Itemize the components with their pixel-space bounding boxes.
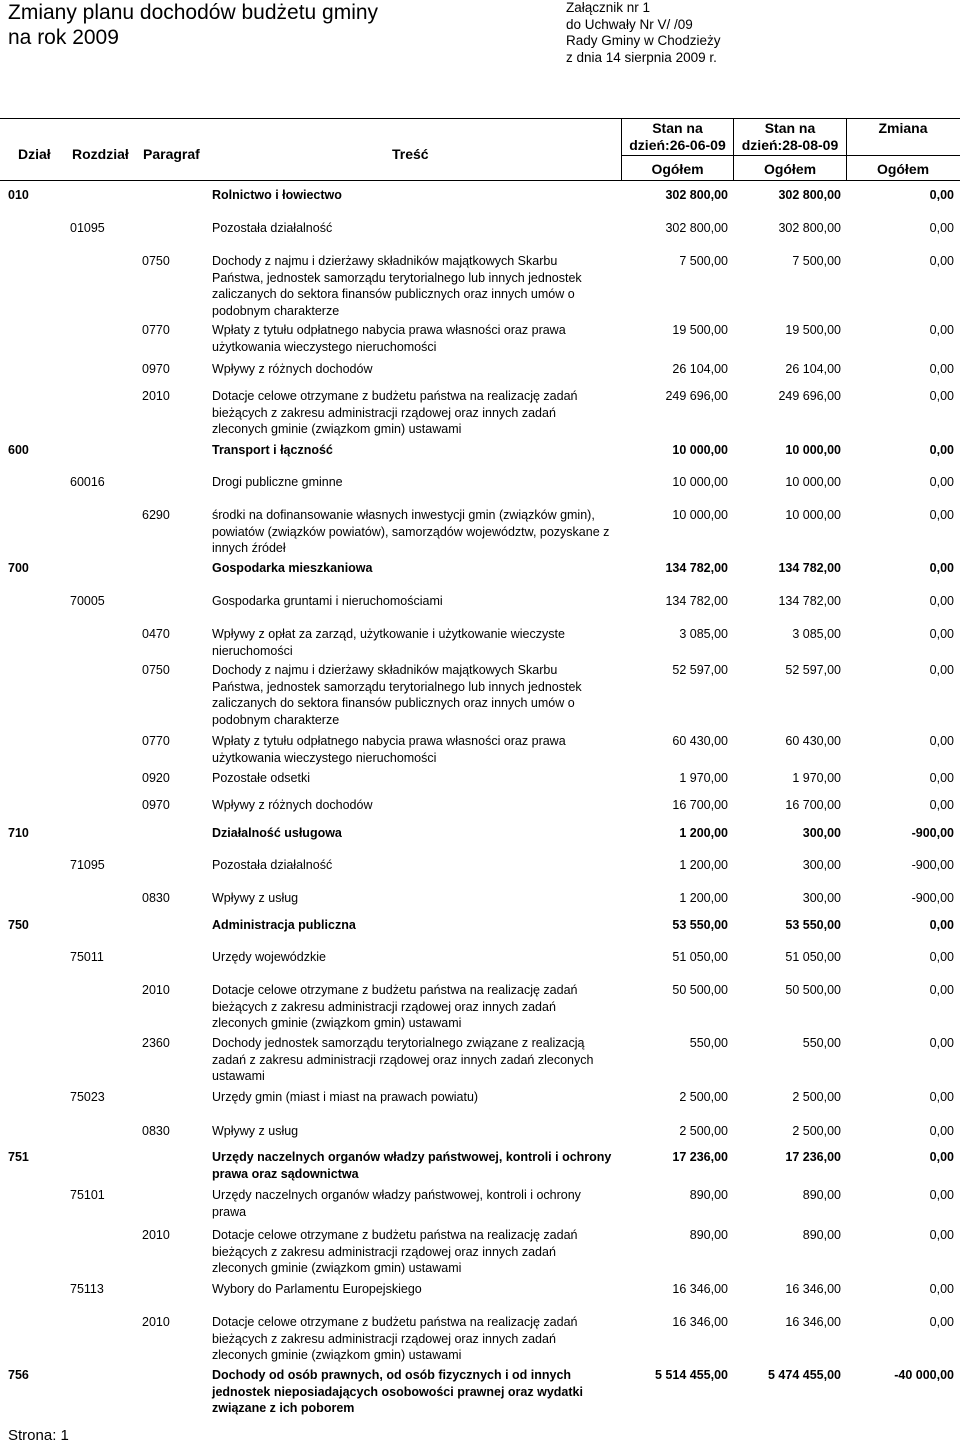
cell-tresc: Wpływy z opłat za zarząd, użytkowanie i użytkowanie wieczyste nieruchomości bbox=[212, 627, 565, 658]
cell-stan-a: 17 236,00 bbox=[672, 1150, 728, 1164]
cell-stan-b: 17 236,00 bbox=[785, 1150, 841, 1164]
cell-paragraf: 6290 bbox=[142, 508, 170, 522]
cell-stan-a: 550,00 bbox=[689, 1036, 728, 1050]
cell-dzial: 750 bbox=[8, 918, 29, 932]
cell-tresc: Pozostała działalność bbox=[212, 221, 333, 235]
cell-stan-a: 5 514 455,00 bbox=[655, 1368, 728, 1382]
cell-tresc: Transport i łączność bbox=[212, 443, 333, 457]
cell-zmiana: -40 000,00 bbox=[894, 1368, 954, 1382]
cell-stan-b: 5 474 455,00 bbox=[768, 1368, 841, 1382]
cell-stan-b: 890,00 bbox=[802, 1188, 841, 1202]
cell-stan-b: 51 050,00 bbox=[785, 950, 841, 964]
cell-stan-b: 302 800,00 bbox=[778, 221, 841, 235]
cell-dzial: 751 bbox=[8, 1150, 29, 1164]
cell-zmiana: 0,00 bbox=[929, 1282, 954, 1296]
cell-stan-b: 52 597,00 bbox=[785, 663, 841, 677]
cell-tresc: Urzędy naczelnych organów władzy państwowej, kontroli i ochrony prawa oraz sądownictwa bbox=[212, 1150, 612, 1181]
header-sub-a: Ogółem bbox=[651, 161, 704, 177]
cell-stan-b: 300,00 bbox=[802, 858, 841, 872]
cell-zmiana: 0,00 bbox=[929, 627, 954, 641]
cell-paragraf: 2360 bbox=[142, 1036, 170, 1050]
page-number: Strona: 1 bbox=[8, 1427, 69, 1444]
cell-zmiana: 0,00 bbox=[929, 221, 954, 235]
cell-tresc: środki na dofinansowanie własnych inwestycji gmin (związków gmin), powiatów (związków powiatów), samorządów województw, pozyskane z innych źródeł bbox=[212, 508, 610, 556]
header-dzial: Dział bbox=[18, 146, 51, 162]
header-col-b: Stan na dzień:28-08-09 bbox=[741, 120, 839, 153]
cell-stan-b: 50 500,00 bbox=[785, 983, 841, 997]
cell-stan-a: 50 500,00 bbox=[672, 983, 728, 997]
cell-zmiana: 0,00 bbox=[929, 918, 954, 932]
cell-stan-b: 890,00 bbox=[802, 1228, 841, 1242]
cell-stan-a: 2 500,00 bbox=[679, 1124, 728, 1138]
cell-stan-a: 890,00 bbox=[689, 1188, 728, 1202]
cell-paragraf: 0750 bbox=[142, 254, 170, 268]
cell-tresc: Działalność usługowa bbox=[212, 826, 342, 840]
cell-zmiana: 0,00 bbox=[929, 188, 954, 202]
cell-stan-b: 26 104,00 bbox=[785, 362, 841, 376]
cell-zmiana: 0,00 bbox=[929, 389, 954, 403]
header-tresc: Treść bbox=[392, 146, 429, 162]
cell-stan-b: 134 782,00 bbox=[778, 561, 841, 575]
cell-stan-a: 53 550,00 bbox=[672, 918, 728, 932]
cell-tresc: Urzędy gmin (miast i miast na prawach powiatu) bbox=[212, 1090, 479, 1104]
cell-stan-b: 300,00 bbox=[802, 826, 841, 840]
cell-stan-b: 2 500,00 bbox=[792, 1090, 841, 1104]
cell-rozdzial: 75101 bbox=[70, 1188, 105, 1202]
cell-zmiana: 0,00 bbox=[929, 771, 954, 785]
cell-stan-b: 550,00 bbox=[802, 1036, 841, 1050]
cell-paragraf: 2010 bbox=[142, 1315, 170, 1329]
cell-tresc: Dotacje celowe otrzymane z budżetu państwa na realizację zadań bieżących z zakresu administracji rządowej oraz innych zadań zleconych gminie (związkom gmin) ustawami bbox=[212, 389, 578, 437]
cell-paragraf: 0770 bbox=[142, 323, 170, 337]
cell-stan-a: 10 000,00 bbox=[672, 443, 728, 457]
cell-zmiana: 0,00 bbox=[929, 734, 954, 748]
cell-tresc: Dotacje celowe otrzymane z budżetu państwa na realizację zadań bieżących z zakresu administracji rządowej oraz innych zadań zleconych gminie (związkom gmin) ustawami bbox=[212, 1315, 578, 1363]
cell-zmiana: 0,00 bbox=[929, 1315, 954, 1329]
cell-stan-a: 1 970,00 bbox=[679, 771, 728, 785]
cell-zmiana: 0,00 bbox=[929, 362, 954, 376]
cell-stan-a: 51 050,00 bbox=[672, 950, 728, 964]
cell-tresc: Dochody od osób prawnych, od osób fizycznych i od innych jednostek nieposiadających osobowości prawnej oraz wydatki związane z ich poborem bbox=[212, 1368, 583, 1416]
cell-tresc: Urzędy wojewódzkie bbox=[212, 950, 326, 964]
cell-paragraf: 0830 bbox=[142, 891, 170, 905]
cell-tresc: Gospodarka gruntami i nieruchomościami bbox=[212, 594, 443, 608]
cell-zmiana: 0,00 bbox=[929, 1150, 954, 1164]
cell-paragraf: 0770 bbox=[142, 734, 170, 748]
header-col-c: Zmiana bbox=[878, 120, 928, 136]
cell-paragraf: 0470 bbox=[142, 627, 170, 641]
cell-stan-a: 134 782,00 bbox=[665, 561, 728, 575]
cell-tresc: Wpłaty z tytułu odpłatnego nabycia prawa własności oraz prawa użytkowania wieczystego nieruchomości bbox=[212, 323, 566, 354]
cell-zmiana: 0,00 bbox=[929, 475, 954, 489]
cell-tresc: Administracja publiczna bbox=[212, 918, 356, 932]
cell-dzial: 700 bbox=[8, 561, 29, 575]
cell-tresc: Wpłaty z tytułu odpłatnego nabycia prawa własności oraz prawa użytkowania wieczystego nieruchomości bbox=[212, 734, 566, 765]
cell-tresc: Drogi publiczne gminne bbox=[212, 475, 343, 489]
cell-stan-a: 302 800,00 bbox=[665, 221, 728, 235]
cell-stan-b: 10 000,00 bbox=[785, 443, 841, 457]
cell-dzial: 710 bbox=[8, 826, 29, 840]
cell-stan-b: 249 696,00 bbox=[778, 389, 841, 403]
cell-stan-b: 2 500,00 bbox=[792, 1124, 841, 1138]
cell-stan-a: 1 200,00 bbox=[679, 826, 728, 840]
cell-zmiana: -900,00 bbox=[911, 826, 954, 840]
cell-tresc: Wpływy z różnych dochodów bbox=[212, 798, 373, 812]
cell-stan-a: 249 696,00 bbox=[665, 389, 728, 403]
cell-zmiana: 0,00 bbox=[929, 950, 954, 964]
header-rozdzial: Rozdział bbox=[72, 146, 129, 162]
cell-tresc: Rolnictwo i łowiectwo bbox=[212, 188, 342, 202]
cell-stan-a: 1 200,00 bbox=[679, 891, 728, 905]
cell-paragraf: 2010 bbox=[142, 983, 170, 997]
cell-paragraf: 0920 bbox=[142, 771, 170, 785]
cell-stan-b: 7 500,00 bbox=[792, 254, 841, 268]
cell-zmiana: 0,00 bbox=[929, 663, 954, 677]
cell-stan-a: 16 700,00 bbox=[672, 798, 728, 812]
cell-dzial: 010 bbox=[8, 188, 29, 202]
cell-zmiana: 0,00 bbox=[929, 1124, 954, 1138]
cell-paragraf: 2010 bbox=[142, 389, 170, 403]
cell-zmiana: 0,00 bbox=[929, 1228, 954, 1242]
cell-stan-b: 19 500,00 bbox=[785, 323, 841, 337]
cell-rozdzial: 75113 bbox=[70, 1282, 104, 1296]
cell-zmiana: 0,00 bbox=[929, 1188, 954, 1202]
cell-stan-b: 302 800,00 bbox=[778, 188, 841, 202]
cell-stan-a: 1 200,00 bbox=[679, 858, 728, 872]
cell-stan-b: 16 700,00 bbox=[785, 798, 841, 812]
cell-stan-b: 16 346,00 bbox=[785, 1282, 841, 1296]
cell-stan-a: 890,00 bbox=[689, 1228, 728, 1242]
cell-zmiana: -900,00 bbox=[911, 891, 954, 905]
cell-tresc: Urzędy naczelnych organów władzy państwowej, kontroli i ochrony prawa bbox=[212, 1188, 581, 1219]
header-top-border bbox=[0, 118, 960, 119]
cell-tresc: Pozostała działalność bbox=[212, 858, 333, 872]
cell-zmiana: -900,00 bbox=[911, 858, 954, 872]
cell-stan-a: 26 104,00 bbox=[672, 362, 728, 376]
cell-stan-b: 300,00 bbox=[802, 891, 841, 905]
cell-stan-a: 3 085,00 bbox=[679, 627, 728, 641]
cell-rozdzial: 75023 bbox=[70, 1090, 105, 1104]
cell-paragraf: 0750 bbox=[142, 663, 170, 677]
cell-tresc: Wpływy z różnych dochodów bbox=[212, 362, 373, 376]
cell-rozdzial: 60016 bbox=[70, 475, 105, 489]
annex-note: Załącznik nr 1 do Uchwały Nr V/ /09 Rady Gminy w Chodzieży z dnia 14 sierpnia 2009 r. bbox=[566, 0, 721, 65]
cell-paragraf: 0830 bbox=[142, 1124, 170, 1138]
cell-stan-a: 16 346,00 bbox=[672, 1315, 728, 1329]
cell-stan-b: 60 430,00 bbox=[785, 734, 841, 748]
cell-tresc: Wybory do Parlamentu Europejskiego bbox=[212, 1282, 422, 1296]
header-bottom-border bbox=[0, 180, 960, 181]
cell-tresc: Dotacje celowe otrzymane z budżetu państwa na realizację zadań bieżących z zakresu administracji rządowej oraz innych zadań zleconych gminie (związkom gmin) ustawami bbox=[212, 983, 578, 1031]
header-col-a: Stan na dzień:26-06-09 bbox=[629, 120, 726, 153]
cell-paragraf: 0970 bbox=[142, 798, 170, 812]
cell-tresc: Dochody jednostek samorządu terytorialnego związane z realizacją zadań z zakresu administracji rządowej oraz innych zadań zleconych ustawami bbox=[212, 1036, 594, 1084]
cell-tresc: Dotacje celowe otrzymane z budżetu państwa na realizację zadań bieżących z zakresu administracji rządowej oraz innych zadań zleconych gminie (związkom gmin) ustawami bbox=[212, 1228, 578, 1276]
cell-dzial: 756 bbox=[8, 1368, 29, 1382]
cell-zmiana: 0,00 bbox=[929, 508, 954, 522]
cell-rozdzial: 75011 bbox=[70, 950, 104, 964]
cell-stan-b: 16 346,00 bbox=[785, 1315, 841, 1329]
cell-stan-a: 19 500,00 bbox=[672, 323, 728, 337]
cell-rozdzial: 71095 bbox=[70, 858, 105, 872]
header-paragraf: Paragraf bbox=[143, 146, 200, 162]
cell-zmiana: 0,00 bbox=[929, 1036, 954, 1050]
cell-zmiana: 0,00 bbox=[929, 1090, 954, 1104]
header-sub-border bbox=[622, 155, 960, 156]
cell-paragraf: 0970 bbox=[142, 362, 170, 376]
cell-stan-a: 16 346,00 bbox=[672, 1282, 728, 1296]
cell-stan-a: 60 430,00 bbox=[672, 734, 728, 748]
cell-stan-b: 3 085,00 bbox=[792, 627, 841, 641]
cell-zmiana: 0,00 bbox=[929, 798, 954, 812]
cell-stan-a: 2 500,00 bbox=[679, 1090, 728, 1104]
cell-zmiana: 0,00 bbox=[929, 983, 954, 997]
cell-stan-a: 7 500,00 bbox=[679, 254, 728, 268]
cell-tresc: Dochody z najmu i dzierżawy składników majątkowych Skarbu Państwa, jednostek samorządu terytorialnego lub innych jednostek zaliczanych do sektora finansów publicznych oraz innych umów o podobnym charakterze bbox=[212, 254, 582, 318]
cell-zmiana: 0,00 bbox=[929, 594, 954, 608]
cell-stan-b: 1 970,00 bbox=[792, 771, 841, 785]
cell-tresc: Gospodarka mieszkaniowa bbox=[212, 561, 373, 575]
cell-tresc: Wpływy z usług bbox=[212, 891, 299, 905]
cell-stan-a: 134 782,00 bbox=[665, 594, 728, 608]
cell-zmiana: 0,00 bbox=[929, 443, 954, 457]
cell-stan-a: 302 800,00 bbox=[665, 188, 728, 202]
cell-stan-b: 53 550,00 bbox=[785, 918, 841, 932]
cell-dzial: 600 bbox=[8, 443, 29, 457]
cell-zmiana: 0,00 bbox=[929, 323, 954, 337]
cell-rozdzial: 01095 bbox=[70, 221, 105, 235]
cell-tresc: Dochody z najmu i dzierżawy składników majątkowych Skarbu Państwa, jednostek samorządu terytorialnego lub innych jednostek zaliczanych do sektora finansów publicznych oraz innych umów o podobnym charakterze bbox=[212, 663, 582, 727]
cell-stan-a: 10 000,00 bbox=[672, 475, 728, 489]
cell-stan-a: 10 000,00 bbox=[672, 508, 728, 522]
header-sub-b: Ogółem bbox=[763, 161, 817, 177]
page-title: Zmiany planu dochodów budżetu gminy na rok 2009 bbox=[8, 1, 379, 49]
cell-stan-b: 10 000,00 bbox=[785, 475, 841, 489]
cell-stan-b: 134 782,00 bbox=[778, 594, 841, 608]
cell-paragraf: 2010 bbox=[142, 1228, 170, 1242]
header-sub-c: Ogółem bbox=[876, 161, 930, 177]
cell-tresc: Wpływy z usług bbox=[212, 1124, 299, 1138]
cell-stan-a: 52 597,00 bbox=[672, 663, 728, 677]
cell-rozdzial: 70005 bbox=[70, 594, 105, 608]
cell-zmiana: 0,00 bbox=[929, 561, 954, 575]
cell-tresc: Pozostałe odsetki bbox=[212, 771, 310, 785]
cell-zmiana: 0,00 bbox=[929, 254, 954, 268]
cell-stan-b: 10 000,00 bbox=[785, 508, 841, 522]
